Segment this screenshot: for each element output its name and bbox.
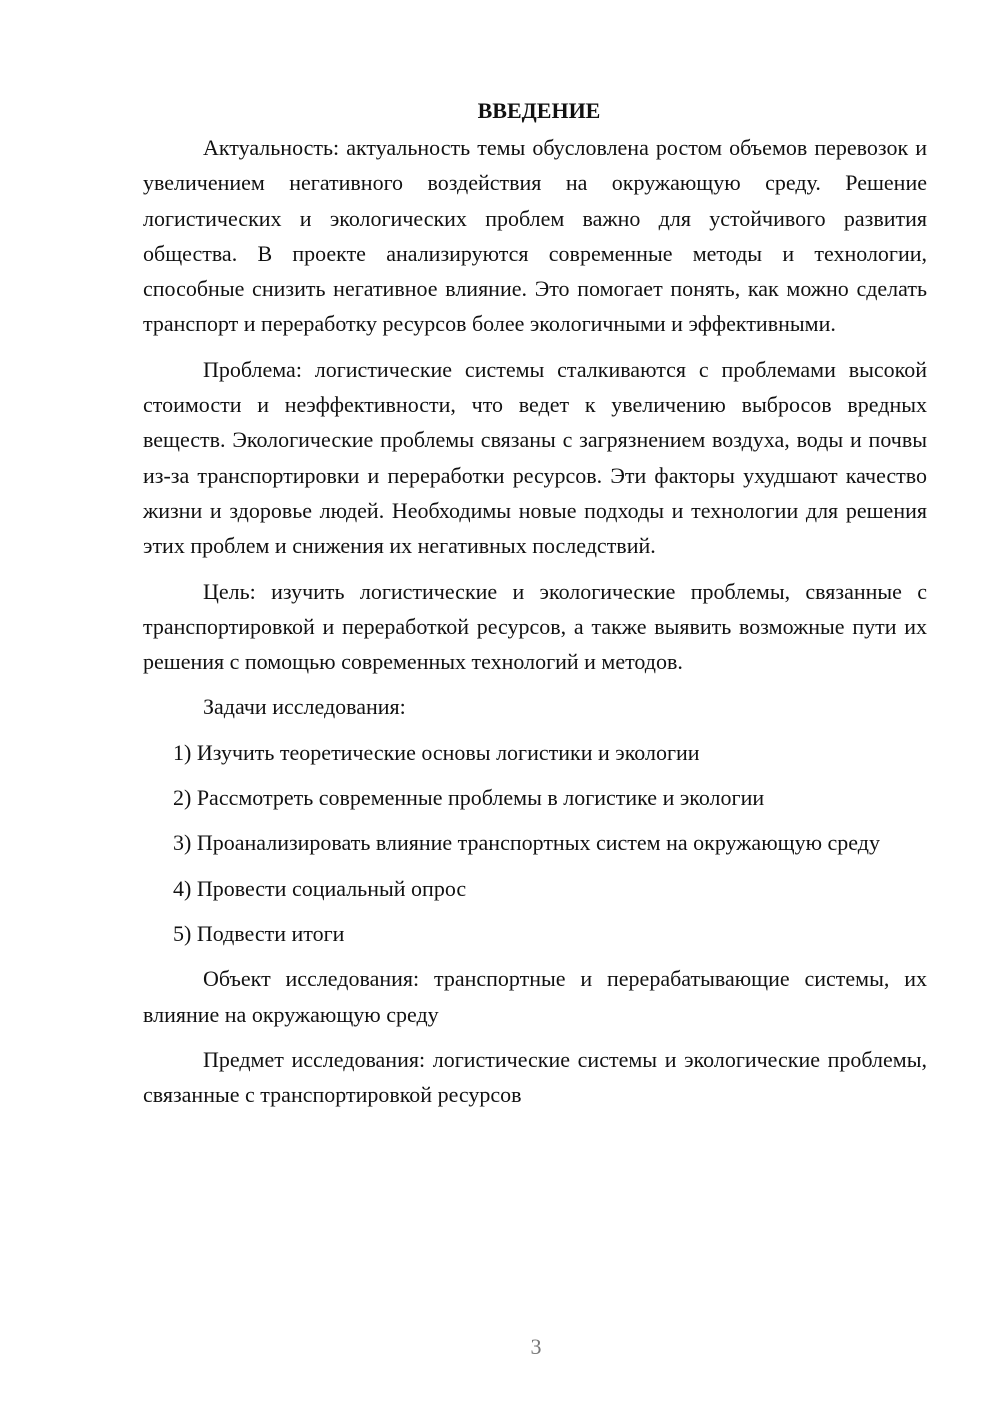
subject-paragraph: Предмет исследования: логистические системы и экологические проблемы, связанные с транспортировкой ресурсов: [143, 1046, 927, 1108]
task-item-2: 2) Рассмотреть современные проблемы в логистике и экологии: [173, 785, 765, 811]
page-number: 3: [530, 1334, 542, 1359]
task-item-4: 4) Провести социальный опрос: [173, 875, 467, 901]
object-paragraph: Объект исследования: транспортные и перерабатывающие системы, их влияние на окружающую среду: [143, 966, 927, 1027]
problem-paragraph: Проблема: логистические системы сталкиваются с проблемами высокой стоимости и неэффективности, что ведет к увеличению выбросов вредных веществ. Экологические проблемы связаны с загрязнением воздуха, воды и почвы из-за транспортировки и переработки ресурсов. Эти факторы ухудшают качество жизни и здоровье людей. Необходимы новые подходы и технологии для решения этих проблем и снижения их негативных последствий.: [143, 356, 927, 559]
relevance-paragraph: Актуальность: актуальность темы обусловлена ростом объемов перевозок и увеличением негативного воздействия на окружающую среду. Решение логистических и экологических проблем важно для устойчивого развития общества. В проекте анализируются современные методы и технологии, способные снизить негативное влияние. Это помогает понять, как можно сделать транспорт и переработку ресурсов более экологичными и эффективными.: [143, 135, 927, 337]
page-content: [143, 93, 927, 1122]
task-item-3: 3) Проанализировать влияние транспортных систем на окружающую среду: [173, 830, 880, 856]
section-title: ВВЕДЕНИЕ: [477, 98, 601, 123]
task-item-5: 5) Подвести итоги: [173, 920, 345, 946]
goal-paragraph: Цель: изучить логистические и экологические проблемы, связанные с транспортировкой и переработкой ресурсов, а также выявить возможные пути их решения с помощью современных технологий и методов.: [143, 578, 927, 675]
task-item-1: 1) Изучить теоретические основы логистики и экологии: [173, 739, 700, 765]
tasks-heading: Задачи исследования:: [203, 694, 406, 720]
